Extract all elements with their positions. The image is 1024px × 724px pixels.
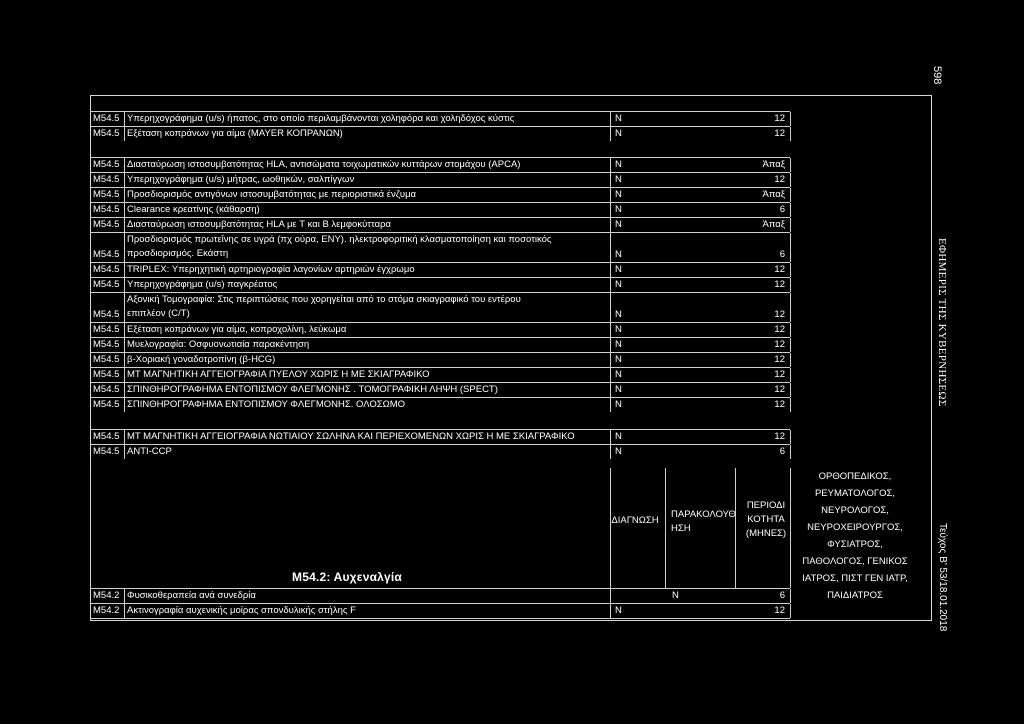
- row-code: Μ54.5: [93, 204, 120, 215]
- row-code: Μ54.5: [93, 384, 120, 395]
- row-diagnosis-flag: N: [615, 431, 622, 442]
- row-period: 12: [774, 324, 785, 335]
- row-description: β-Χοριακή γοναδοτροπίνη (β-HCG): [127, 354, 276, 365]
- row-period: 12: [774, 113, 785, 124]
- row-diagnosis-flag: N: [615, 605, 622, 616]
- row-period: 12: [774, 264, 785, 275]
- table-row: [90, 397, 790, 412]
- row-code: Μ54.2: [93, 605, 120, 616]
- row-description: Εξέταση κοπράνων για αίμα, κοπροχολίνη, λεύκωμα: [127, 324, 347, 335]
- row-code: Μ54.2: [93, 590, 120, 601]
- row-code: Μ54.5: [93, 431, 120, 442]
- row-period: Άπαξ: [762, 189, 785, 200]
- row-code: Μ54.5: [93, 189, 120, 200]
- row-diagnosis-flag: N: [615, 369, 622, 380]
- diagnosis-column-header: ΔΙΑΓΝΩΣΗ: [611, 515, 659, 526]
- row-description: Προσδιορισμός αντιγόνων ιστοσυμβατότητας με περιοριστικά ένζυμα: [127, 189, 417, 200]
- row-description: Clearance κρεατίνης (κάθαρση): [127, 204, 260, 215]
- period-column-header: ΠΕΡΙΟΔΙ ΚΟΤΗΤΑ (ΜΗΝΕΣ): [745, 500, 787, 539]
- table-bottom-border: [90, 618, 790, 619]
- row-period: 12: [774, 399, 785, 410]
- row-period: 12: [774, 384, 785, 395]
- row-diagnosis-flag: N: [615, 446, 622, 457]
- row-code: Μ54.5: [93, 264, 120, 275]
- row-code: Μ54.5: [93, 354, 120, 365]
- table-row: [90, 277, 790, 292]
- gazette-title: ΕΦΗΜΕΡΙΣ ΤΗΣ ΚΥΒΕΡΝΗΣΕΩΣ: [936, 238, 948, 407]
- row-description-line: Αξονική Τομογραφία: Στις περιπτώσεις που χορηγείται από το στόμα σκιαγραφικό του εντέρου: [127, 294, 521, 305]
- row-description: ΣΠΙΝΘΗΡΟΓΡΑΦΗΜΑ ΕΝΤΟΠΙΣΜΟΥ ΦΛΕΓΜΟΝΗΣ. ΟΛΟΣΩΜΟ: [127, 399, 406, 410]
- row-period: 12: [774, 128, 785, 139]
- issue-info: Τεύχος Β’ 53/18.01.2018: [937, 523, 948, 632]
- row-code: Μ54.5: [93, 174, 120, 185]
- row-description: Εξέταση κοπράνων για αίμα (MAYER ΚΟΠΡΑΝΩΝ): [127, 128, 343, 139]
- table-row: [90, 172, 790, 187]
- table-row: [90, 111, 790, 126]
- row-diagnosis-flag: N: [615, 339, 622, 350]
- row-description-line: προσδιορισμός. Εκάστη: [127, 248, 229, 259]
- row-diagnosis-flag: N: [615, 279, 622, 290]
- row-code: Μ54.5: [93, 128, 120, 139]
- row-description: Υπερηχογράφημα (u/s) παγκρέατος: [127, 279, 278, 290]
- row-description: Φυσικοθεραπεία ανά συνεδρία: [127, 590, 256, 601]
- table-row: [90, 126, 790, 141]
- row-code: Μ54.5: [93, 369, 120, 380]
- table-row: [90, 588, 790, 603]
- row-period: 6: [779, 249, 785, 260]
- row-description: Μυελογραφία: Οσφυονωτιαία παρακέντηση: [127, 339, 310, 350]
- row-diagnosis-flag: N: [615, 249, 622, 260]
- row-diagnosis-flag: N: [615, 204, 622, 215]
- row-diagnosis-flag: N: [615, 128, 622, 139]
- page-number: 598: [931, 66, 943, 85]
- table-row: [90, 187, 790, 202]
- row-diagnosis-flag: N: [615, 159, 622, 170]
- row-period: Άπαξ: [762, 219, 785, 230]
- row-diagnosis-flag: N: [615, 384, 622, 395]
- row-description: ΜΤ ΜΑΓΝΗΤΙΚΗ ΑΓΓΕΙΟΓΡΑΦΙΑ ΝΩΤΙΑΙΟΥ ΣΩΛΗΝΑ ΚΑΙ ΠΕΡΙΕΧΟΜΕΝΩΝ ΧΩΡΙΣ Η ΜΕ ΣΚΙΑΓΡΑΦΙΚΟ: [127, 431, 575, 442]
- section-title: Μ54.2: Αυχεναλγία: [292, 570, 402, 584]
- row-diagnosis-flag: N: [615, 354, 622, 365]
- row-period: Άπαξ: [762, 159, 785, 170]
- row-description: ΣΠΙΝΘΗΡΟΓΡΑΦΗΜΑ ΕΝΤΟΠΙΣΜΟΥ ΦΛΕΓΜΟΝΗΣ . ΤΟΜΟΓΡΑΦΙΚΗ ΛΗΨΗ (SPECT): [127, 384, 498, 395]
- table-row: [90, 382, 790, 397]
- row-period: 12: [774, 174, 785, 185]
- table-row: [90, 429, 790, 444]
- row-description: ANTI-CCP: [127, 446, 172, 457]
- specialties-column-header: ΟΡΘΟΠΕΔΙΚΟΣ, ΡΕΥΜΑΤΟΛΟΓΟΣ, ΝΕΥΡΟΛΟΓΟΣ, ΝΕΥΡΟΧΕΙΡΟΥΡΓΟΣ, ΦΥΣΙΑΤΡΟΣ, ΠΑΘΟΛΟΓΟΣ, ΓΕΝΙΚΟΣ ΙΑΤΡΟΣ, ΠΙΣΤ ΓΕΝ ΙΑΤΡ, ΠΑΙΔΙΑΤΡΟΣ: [802, 471, 908, 601]
- table-row: [90, 202, 790, 217]
- table-row: [90, 603, 790, 618]
- row-diagnosis-flag: N: [615, 264, 622, 275]
- row-followup-flag: N: [672, 590, 679, 601]
- row-period: 12: [774, 431, 785, 442]
- row-period: 12: [774, 309, 785, 320]
- row-description: Διασταύρωση ιστοσυμβατότητας HLA, αντισώματα τοιχωματικών κυττάρων στομάχου (APCA): [127, 159, 521, 170]
- table-row: [90, 232, 790, 262]
- row-description: [127, 293, 607, 321]
- row-diagnosis-flag: N: [615, 113, 622, 124]
- row-description: Ακτινογραφία αυχενικής μοίρας σπονδυλικής στήλης F: [127, 605, 356, 616]
- row-period: 6: [779, 446, 785, 457]
- table-row: [90, 322, 790, 337]
- row-description: Υπερηχογράφημα (u/s) ήπατος, στο οποίο περιλαμβάνονται χοληφόρα και χοληδόχος κύστις: [127, 113, 515, 124]
- row-diagnosis-flag: N: [615, 219, 622, 230]
- row-period: 6: [779, 204, 785, 215]
- row-code: Μ54.5: [93, 399, 120, 410]
- row-description: Διασταύρωση ιστοσυμβατότητας HLA με T και B λεμφοκύτταρα: [127, 219, 392, 230]
- row-period: 12: [774, 605, 785, 616]
- followup-column-header: ΠΑΡΑΚΟΛΟΥΘ ΗΣΗ: [671, 509, 736, 534]
- row-diagnosis-flag: N: [615, 324, 622, 335]
- row-description: [127, 233, 607, 261]
- row-diagnosis-flag: N: [615, 399, 622, 410]
- row-diagnosis-flag: N: [615, 309, 622, 320]
- row-code: Μ54.5: [93, 324, 120, 335]
- row-code: Μ54.5: [93, 113, 120, 124]
- row-code: Μ54.5: [93, 309, 120, 320]
- table-row: [90, 337, 790, 352]
- row-description: TRIPLEX: Υπερηχητική αρτηριογραφία λαγονίων αρτηριών έγχρωμο: [127, 264, 415, 275]
- row-code: Μ54.5: [93, 219, 120, 230]
- table-row: [90, 217, 790, 232]
- row-description: ΜΤ ΜΑΓΝΗΤΙΚΗ ΑΓΓΕΙΟΓΡΑΦΙΑ ΠΥΕΛΟΥ ΧΩΡΙΣ Η ΜΕ ΣΚΙΑΓΡΑΦΙΚΟ: [127, 369, 430, 380]
- row-period: 12: [774, 279, 785, 290]
- table-row: [90, 367, 790, 382]
- table-row: [90, 444, 790, 459]
- row-description-line: επιπλέον (C/T): [127, 308, 190, 319]
- row-diagnosis-flag: N: [615, 174, 622, 185]
- row-code: Μ54.5: [93, 446, 120, 457]
- row-description: Υπερηχογράφημα (u/s) μήτρας, ωοθηκών, σαλπίγγων: [127, 174, 355, 185]
- row-code: Μ54.5: [93, 249, 120, 260]
- row-period: 12: [774, 354, 785, 365]
- row-period: 12: [774, 339, 785, 350]
- row-code: Μ54.5: [93, 279, 120, 290]
- row-diagnosis-flag: N: [615, 189, 622, 200]
- row-code: Μ54.5: [93, 159, 120, 170]
- table-row: [90, 262, 790, 277]
- table-row: [90, 292, 790, 322]
- row-period: 12: [774, 369, 785, 380]
- table-row: [90, 157, 790, 172]
- row-period: 6: [779, 590, 785, 601]
- table-row: [90, 352, 790, 367]
- row-code: Μ54.5: [93, 339, 120, 350]
- row-description-line: Προσδιορισμός πρωτεΐνης σε υγρά (πχ ούρα, ΕΝΥ). ηλεκτροφοριτική κλασματοποίηση και ποσοτικός: [127, 234, 552, 245]
